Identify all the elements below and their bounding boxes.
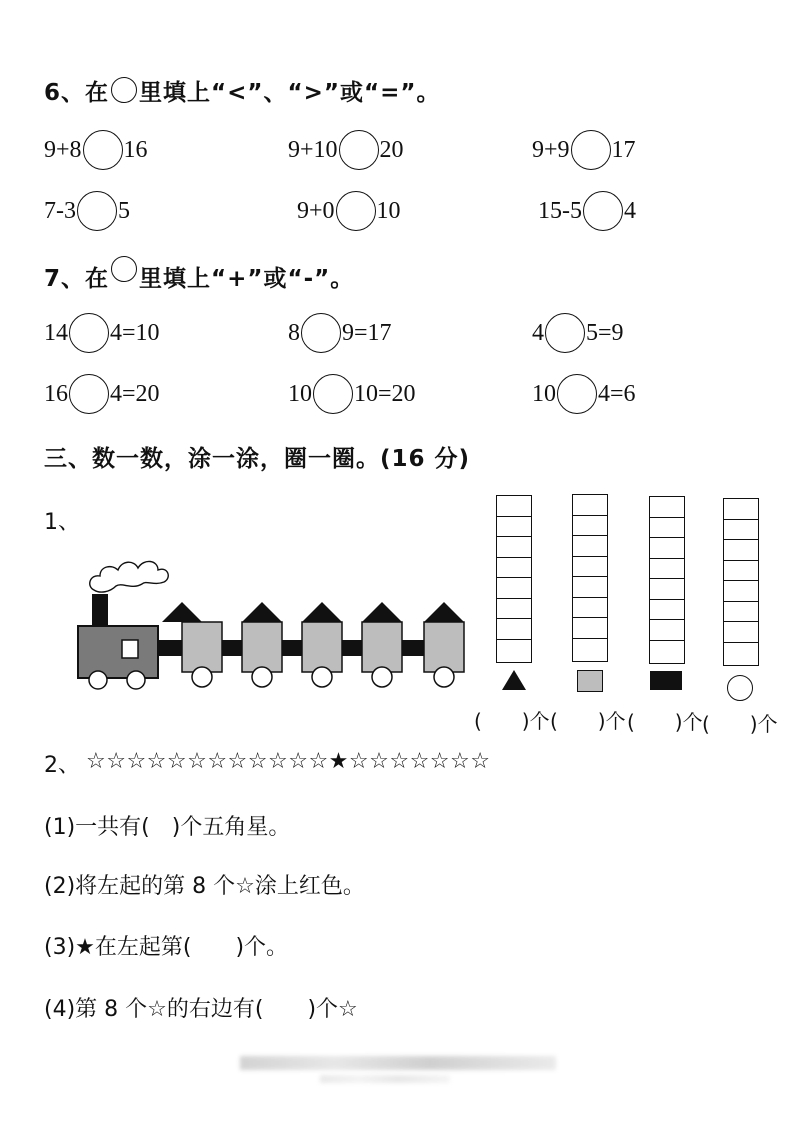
expr-right: 10=20 bbox=[354, 380, 416, 407]
star-row[interactable]: ☆☆☆☆☆☆☆☆☆☆☆☆★☆☆☆☆☆☆☆ bbox=[86, 749, 491, 774]
q6-expr-3 bbox=[532, 130, 636, 170]
wheel bbox=[127, 671, 145, 689]
circle-icon bbox=[727, 675, 753, 701]
chimney bbox=[92, 594, 108, 626]
q6-expr-4 bbox=[44, 191, 130, 231]
train-illustration bbox=[72, 540, 472, 700]
expr-left: 4 bbox=[532, 319, 544, 346]
expr-left: 14 bbox=[44, 319, 68, 346]
expr-right: 17 bbox=[611, 136, 636, 163]
answer-circle[interactable] bbox=[83, 130, 123, 170]
answer-rectangle[interactable]: ( )个 bbox=[627, 710, 703, 734]
q7-expr-1 bbox=[44, 313, 160, 353]
wheel bbox=[89, 671, 107, 689]
q6-expr-5 bbox=[297, 191, 401, 231]
expr-right: 4=10 bbox=[110, 319, 160, 346]
q7-expr-5 bbox=[288, 374, 416, 414]
answer-square[interactable]: ( )个 bbox=[550, 709, 626, 733]
answer-circle[interactable] bbox=[557, 374, 597, 414]
p2-item-1: (1)一共有( )个五角星。 bbox=[44, 815, 291, 840]
expr-right: 20 bbox=[379, 136, 404, 163]
expr-left: 10 bbox=[532, 380, 556, 407]
expr-right: 5 bbox=[118, 197, 130, 224]
q7-expr-4 bbox=[44, 374, 160, 414]
expr-right: 10 bbox=[376, 197, 401, 224]
carriage-4 bbox=[362, 602, 402, 687]
expr-left: 9+8 bbox=[44, 136, 82, 163]
answer-circle[interactable] bbox=[77, 191, 117, 231]
expr-right: 16 bbox=[123, 136, 148, 163]
carriage-3 bbox=[302, 602, 342, 687]
p2-item-3: (3)★在左起第( )个。 bbox=[44, 935, 289, 960]
answer-circle[interactable] bbox=[313, 374, 353, 414]
answer-circle[interactable] bbox=[336, 191, 376, 231]
triangle-icon bbox=[500, 668, 528, 692]
expr-left: 10 bbox=[288, 380, 312, 407]
q6-expr-6 bbox=[538, 191, 636, 231]
q7-expr-3 bbox=[532, 313, 624, 353]
expr-right: 9=17 bbox=[342, 319, 392, 346]
q6-instruction: 里填上“<”、“>”或“=”。 bbox=[139, 80, 441, 106]
q6-expr-2 bbox=[288, 130, 404, 170]
problem-2-label: 2、 bbox=[44, 753, 80, 778]
q7-expr-6 bbox=[532, 374, 636, 414]
expr-right: 4=6 bbox=[598, 380, 636, 407]
answer-circle[interactable] bbox=[571, 130, 611, 170]
expr-left: 8 bbox=[288, 319, 300, 346]
answer-circle[interactable] bbox=[583, 191, 623, 231]
count-column-rectangle[interactable] bbox=[649, 496, 685, 664]
answer-circle[interactable] bbox=[545, 313, 585, 353]
p2-item-4: (4)第 8 个☆的右边有( )个☆ bbox=[44, 997, 358, 1022]
expr-left: 15-5 bbox=[538, 197, 582, 224]
black-rectangle-icon bbox=[650, 671, 682, 690]
answer-circle[interactable] bbox=[301, 313, 341, 353]
problem-1-label: 1、 bbox=[44, 510, 80, 535]
expr-left: 16 bbox=[44, 380, 68, 407]
answer-circle[interactable] bbox=[69, 313, 109, 353]
count-column-square[interactable] bbox=[572, 494, 608, 662]
answer-circle[interactable] bbox=[339, 130, 379, 170]
smoke-cloud-icon bbox=[90, 561, 169, 592]
expr-left: 7-3 bbox=[44, 197, 76, 224]
q7-instruction: 里填上“+”或“-”。 bbox=[139, 266, 355, 292]
q6-heading bbox=[44, 74, 441, 107]
locomotive bbox=[78, 626, 158, 678]
q6-expr-1 bbox=[44, 130, 148, 170]
circle-icon bbox=[111, 256, 137, 282]
q7-heading bbox=[44, 256, 354, 293]
q7-expr-2 bbox=[288, 313, 392, 353]
expr-right: 4=20 bbox=[110, 380, 160, 407]
circle-icon bbox=[111, 77, 137, 103]
answer-circle[interactable] bbox=[69, 374, 109, 414]
answer-circle[interactable]: ( )个 bbox=[702, 712, 778, 736]
expr-left: 9+10 bbox=[288, 136, 338, 163]
carriage-2 bbox=[242, 602, 282, 687]
carriage-5 bbox=[424, 602, 464, 687]
count-column-circle[interactable] bbox=[723, 498, 759, 666]
q6-number: 6、在 bbox=[44, 80, 110, 106]
expr-right: 4 bbox=[624, 197, 636, 224]
count-column-triangle[interactable] bbox=[496, 495, 532, 663]
footer-watermark bbox=[240, 1056, 556, 1070]
gray-square-icon bbox=[577, 670, 603, 692]
expr-right: 5=9 bbox=[586, 319, 624, 346]
expr-left: 9+0 bbox=[297, 197, 335, 224]
expr-left: 9+9 bbox=[532, 136, 570, 163]
section-3-heading: 三、数一数，涂一涂，圈一圈。(16 分) bbox=[44, 446, 471, 472]
q7-number: 7、在 bbox=[44, 266, 110, 292]
answer-triangle[interactable]: ( )个 bbox=[474, 709, 550, 733]
cab-window bbox=[122, 640, 138, 658]
p2-item-2: (2)将左起的第 8 个☆涂上红色。 bbox=[44, 874, 365, 899]
footer-watermark-sub bbox=[320, 1075, 450, 1083]
